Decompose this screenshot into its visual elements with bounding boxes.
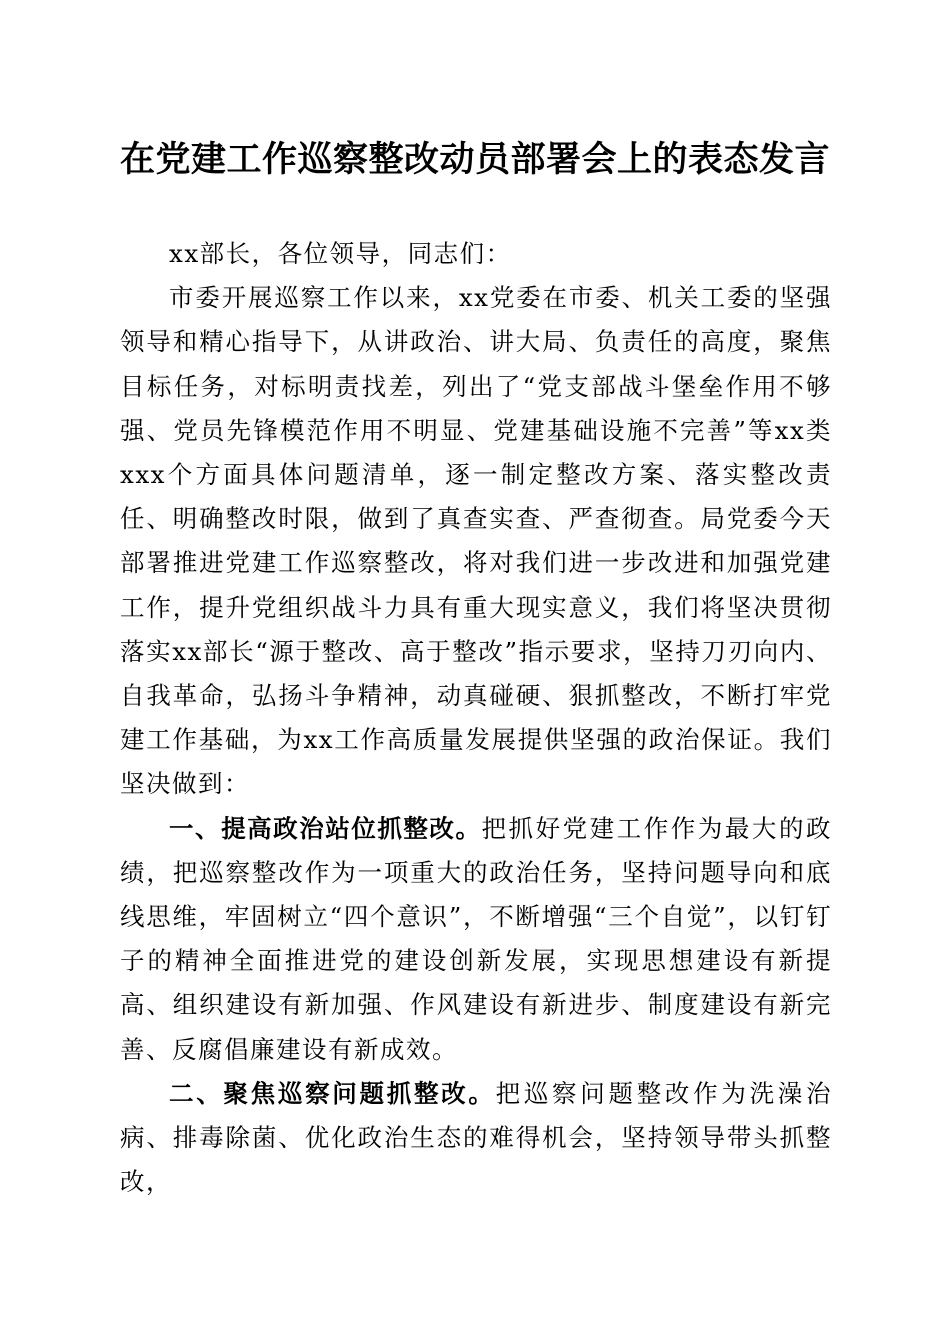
document-title: 在党建工作巡察整改动员部署会上的表态发言 — [119, 139, 830, 180]
intro-paragraph: 市委开展巡察工作以来，xx党委在市委、机关工委的坚强领导和精心指导下，从讲政治、讲大局、负责任的高度，聚焦目标任务，对标明责找差，列出了“党支部战斗堡垒作用不够强、党员先锋模范作用不明显、党建基础设施不完善”等xx类xxx个方面具体问题清单，逐一制定整改方案、落实整改责任、明确整改时限，做到了真查实查、严查彻查。局党委今天部署推进党建工作巡察整改，将对我们进一步改进和加强党建工作，提升党组织战斗力具有重大现实意义，我们将坚决贯彻落实xx部长“源于整改、高于整改”指示要求，坚持刀刃向内、自我革命，弘扬斗争精神，动真碰硬、狠抓整改，不断打牢党建工作基础，为xx工作高质量发展提供坚强的政治保证。我们坚决做到： — [120, 283, 832, 799]
section-paragraph — [120, 1072, 832, 1205]
section-paragraph — [120, 807, 832, 1072]
section-heading: 一、提高政治站位抓整改。 — [169, 813, 482, 843]
section-heading: 二、聚焦巡察问题抓整改。 — [169, 1078, 496, 1108]
document-body — [120, 232, 832, 1204]
section-text: 把巡察问题整改作为洗澡治病、排毒除菌、优化政治生态的难得机会，坚持领导带头抓整改， — [120, 1078, 832, 1197]
salutation: xx部长，各位领导，同志们： — [169, 239, 512, 268]
section-text: 把抓好党建工作作为最大的政绩，把巡察整改作为一项重大的政治任务，坚持问题导向和底线思维，牢固树立“四个意识”，不断增强“三个自觉”，以钉钉子的精神全面推进党的建设创新发展，实现思想建设有新提高、组织建设有新加强、作风建设有新进步、制度建设有新完善、反腐倡廉建设有新成效。 — [120, 813, 832, 1064]
